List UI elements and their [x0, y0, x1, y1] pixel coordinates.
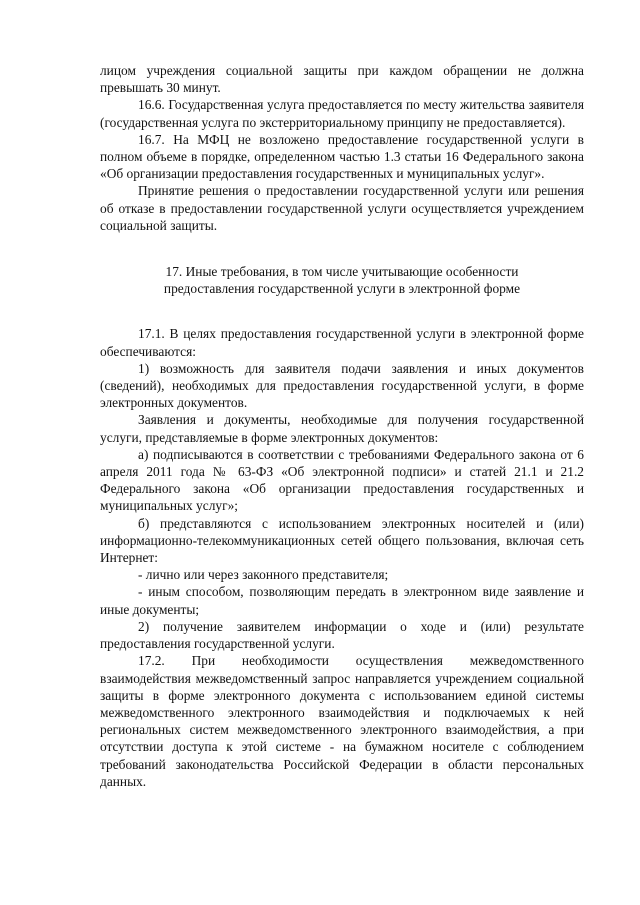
- section-heading-line-1: 17. Иные требования, в том числе учитывающие особенности: [165, 264, 519, 280]
- paragraph-dash-1: - лично или через законного представителя;: [138, 567, 389, 583]
- paragraph-item-b: б) представляются с использованием электронных носителей и (или) информационно-телекоммуникационных сетей общего пользования, включая сеть Интернет:: [100, 515, 584, 566]
- paragraph-dash-2: - иным способом, позволяющим передать в электронном виде заявление и иные документы;: [100, 584, 584, 617]
- paragraph-17-2: 17.2. При необходимости осуществления межведомственного взаимодействия межведомственный запрос направляется учреждением социальной защиты в форме электронного документа с использованием единой системы межведомственного электронного взаимодействия и подключаемых к ней региональных систем межведомственного электронного взаимодействия, а при отсутствии доступа к этой системе - на бумажном носителе с соблюдением требований законодательства Российской Федерации в области персональных данных.: [100, 653, 584, 789]
- paragraph-item-2: 2) получение заявителем информации о ходе и (или) результате предоставления государственной услуги.: [100, 618, 584, 652]
- paragraph-continuation: лицом учреждения социальной защиты при каждом обращении не должна превышать 30 минут.: [100, 63, 584, 96]
- paragraph-decision: Принятие решения о предоставлении государственной услуги или решения об отказе в предоставлении государственной услуги осуществляется учреждением социальной защиты.: [100, 183, 584, 233]
- paragraph-16-6: 16.6. Государственная услуга предоставляется по месту жительства заявителя (государственная услуга по экстерриториальному принципу не предоставляется).: [100, 97, 584, 130]
- paragraph-17-1: 17.1. В целях предоставления государственной услуги в электронной форме обеспечиваются:: [100, 326, 584, 359]
- paragraph-statements: Заявления и документы, необходимые для получения государственной услуги, представляемые в форме электронных документов:: [100, 412, 584, 445]
- paragraph-item-a: а) подписываются в соответствии с требованиями Федерального закона от 6 апреля 2011 года № 63-ФЗ «Об электронной подписи» и статей 21.1 и 21.2 Федерального закона «Об организации предоставления государственных и муниципальных услуг»;: [100, 446, 584, 514]
- paragraph-16-7: 16.7. На МФЦ не возложено предоставление государственной услуги в полном объеме в порядке, определенном частью 1.3 статьи 16 Федерального закона «Об организации предоставления государственных и муниципальных услуг».: [100, 131, 584, 182]
- section-heading-17: [100, 263, 584, 297]
- section-heading-line-2: предоставления государственной услуги в электронной форме: [163, 281, 521, 297]
- document-page: [100, 62, 584, 790]
- paragraph-item-1: 1) возможность для заявителя подачи заявления и иных документов (сведений), необходимых для предоставления государственной услуги, в форме электронных документов.: [100, 360, 584, 411]
